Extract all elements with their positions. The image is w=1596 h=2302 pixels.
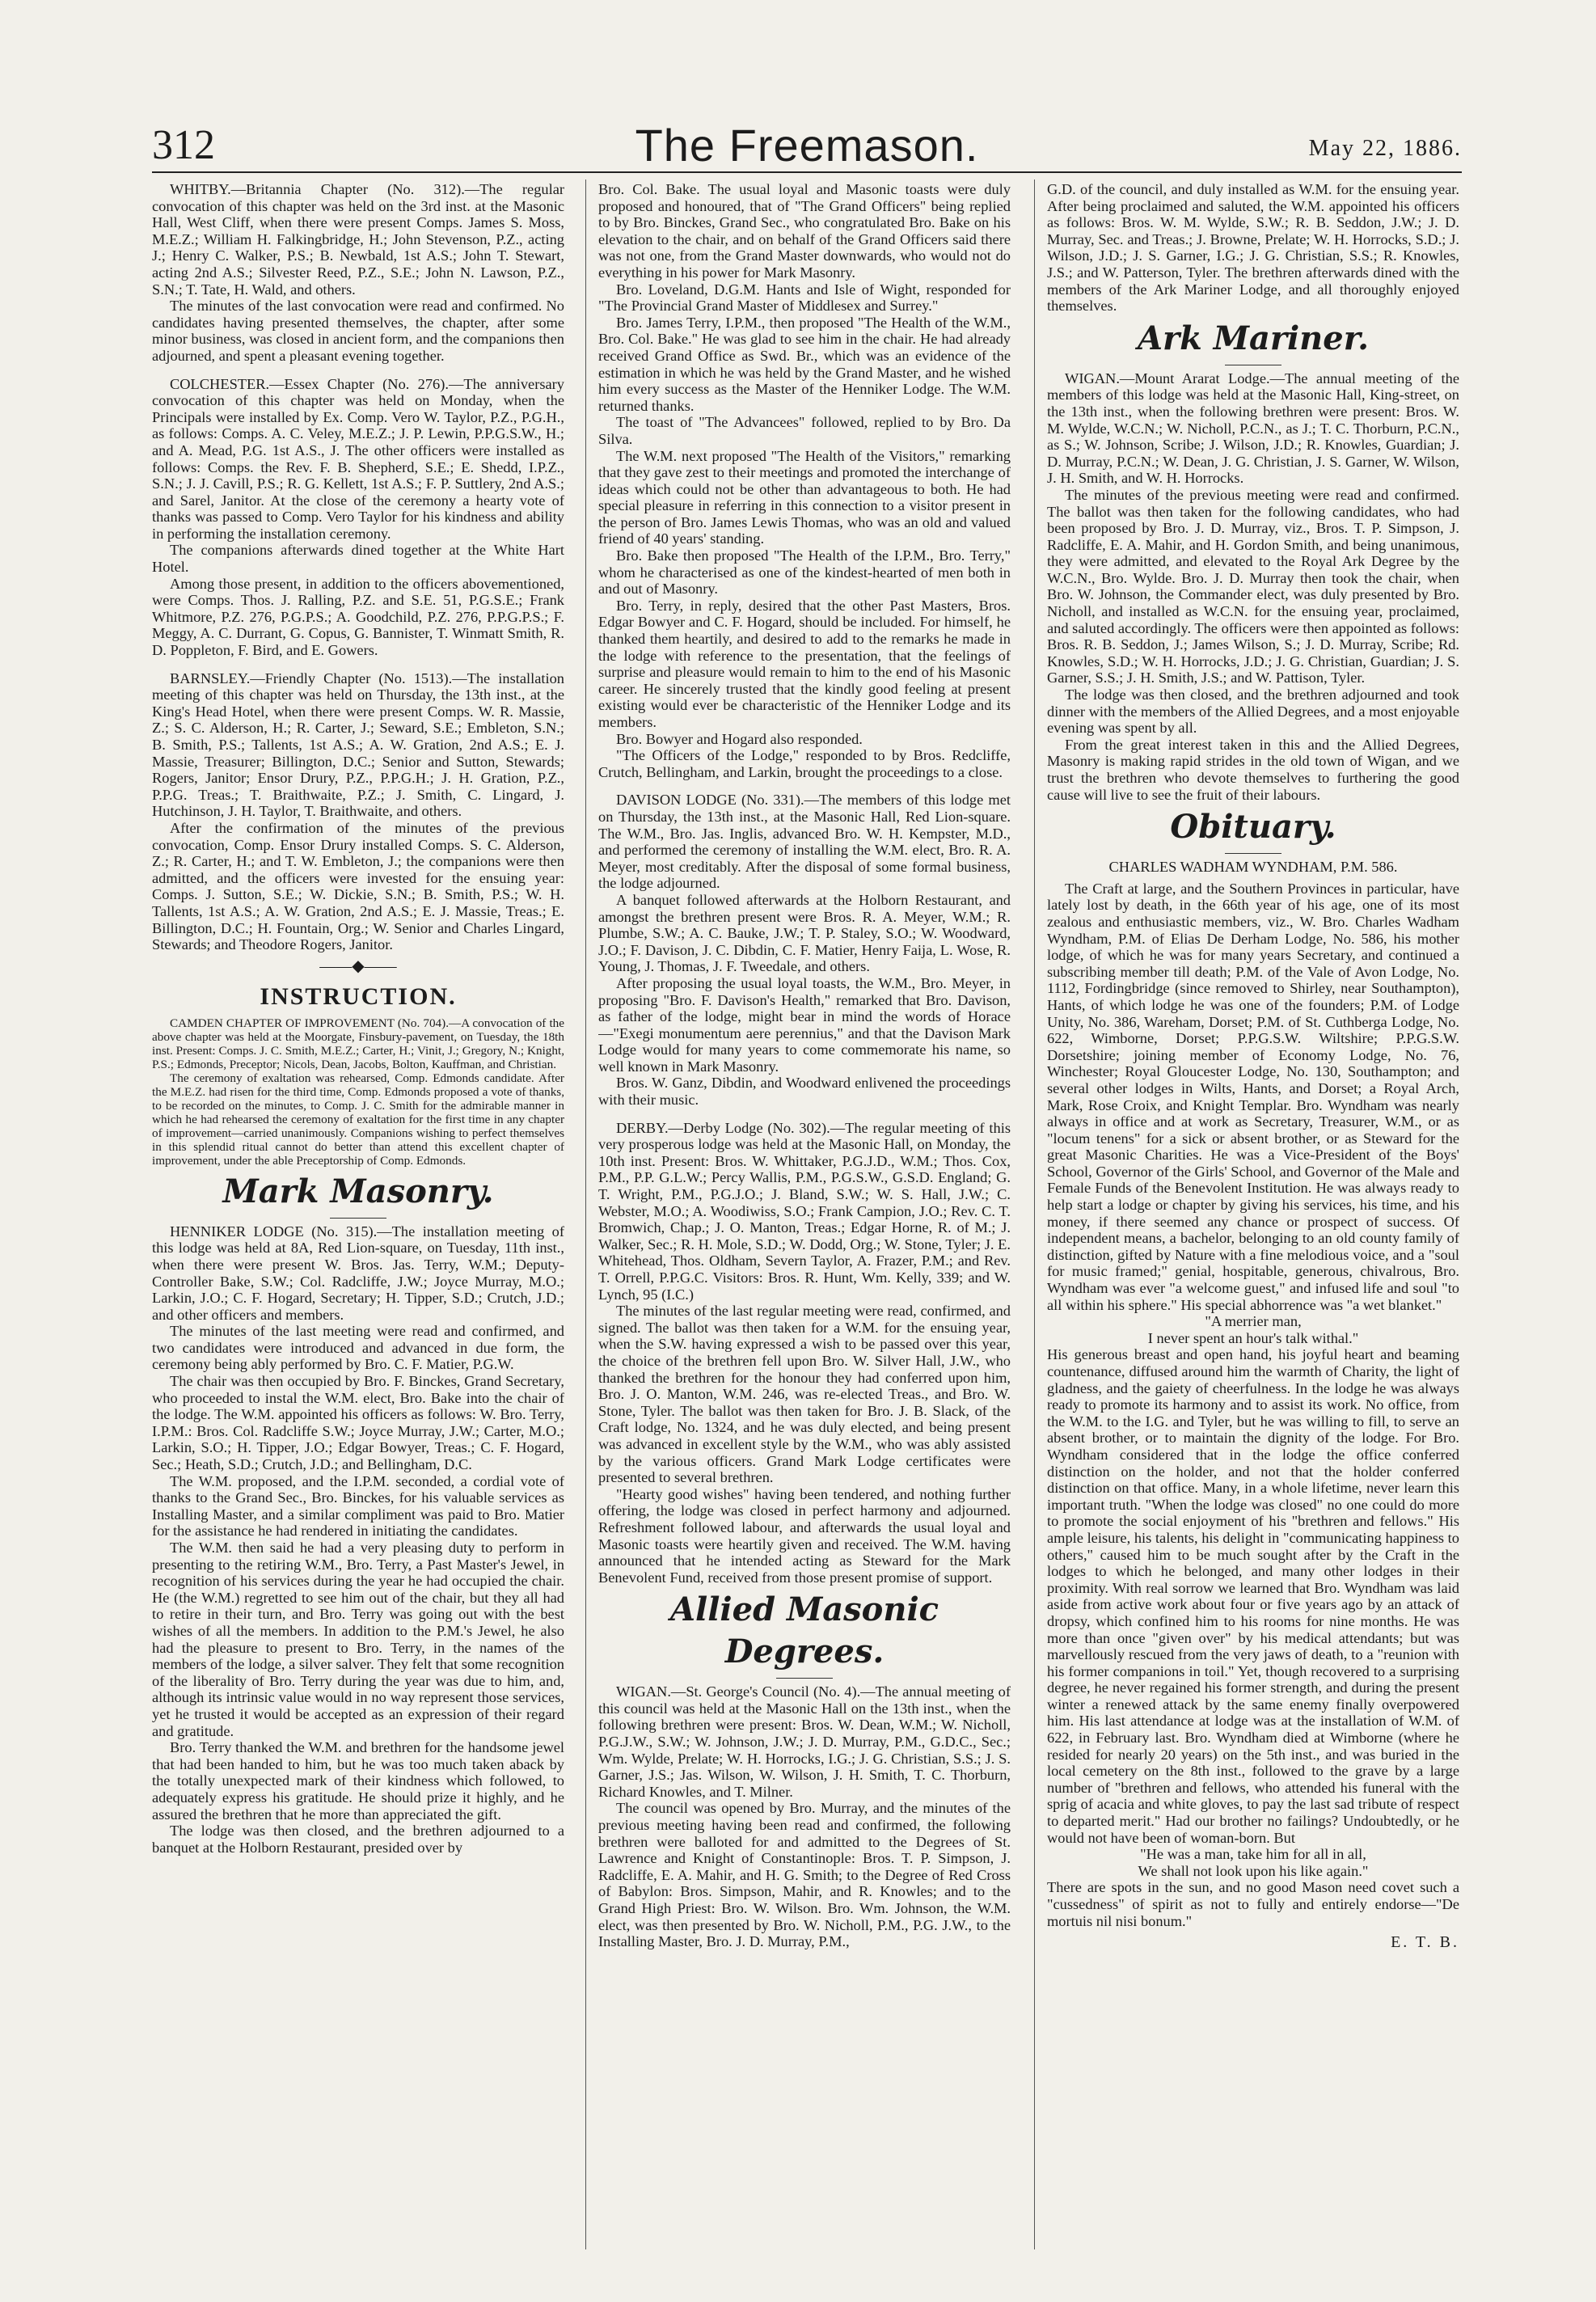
signature: E. T. B.: [1391, 1933, 1459, 1952]
paragraph: The chair was then occupied by Bro. F. Binckes, Grand Secretary, who proceeded to instal the W.M. elect, Bro. Bake into the chair of the lodge. The W.M. appointed his officers as follows: W. Bro. Terry, I.P.M.: Bros. Col. Radcliffe S.W.; Joyce Murray, J.W.; Carter, M.O.; Larkin, S.O.; H. Tipper, J.O.; Edgar Bowyer, Treas.; C. F. Hogard, Sec.; Heath, S.D.; Crutch, J.D.; and Bellingham, D.C.: [152, 1373, 564, 1473]
paragraph: The minutes of the last regular meeting were read, confirmed, and signed. The ballot was then taken for a W.M. for the ensuing year, when the S.W. having expressed a wish to be passed over this year, the choice of the brethren fell upon Bro. W. Silver Hall, J.W., who thanked the brethren for the honour they had conferred upon him, Bro. J. O. Manton, W.M. 246, was re-elected Treas., and Bro. W. Stone, Tyler. The ballot was then taken for Bro. J. B. Slack, of the Craft lodge, No. 1324, and he was duly elected, and being present was advanced in excellent style by the W.M., who was ably assisted by the various officers. Grand Mark Lodge certificates were presented to several brethren.: [598, 1303, 1011, 1486]
section-title-instruction: INSTRUCTION.: [260, 982, 457, 1010]
article-derby: [598, 1120, 1011, 1586]
paragraph: The lodge was then closed, and the brethren adjourned to a banquet at the Holborn Restaurant, presided over by: [152, 1823, 564, 1856]
verse-line: "A merrier man,: [1205, 1313, 1302, 1330]
paragraph: After the confirmation of the minutes of the previous convocation, Comp. Ensor Drury installed Comps. S. C. Alderson, Z.; R. Carter, H.; and T. W. Embleton, J.; the companions were then admitted, and the officers were invested for the ensuing year: Comps. J. Sutton, S.E.; W. Dickie, S.N.; B. Smith, P.S.; W. H. Tallents, 1st A.S.; A. W. Gration, 2nd A.S.; E. J. Massie, Treas.; E. Billington, D.C.; H. Fountain, Org.; W. Senior and Charles Lingard, Stewards; and Theodore Rogers, Janitor.: [152, 819, 564, 953]
verse-line: "He was a man, take him for all in all,: [1140, 1846, 1366, 1863]
paragraph: A banquet followed afterwards at the Holborn Restaurant, and amongst the brethren present were Bros. R. A. Meyer, W.M.; R. Plumbe, S.W.; A. C. Bauke, J.W.; T. P. Staley, S.O.; W. Woodward, J.O.; F. Davison, J. C. Dibdin, C. F. Matier, Henry Faija, L. Wose, R. Young, J. Thomas, J. F. Tweedale, and others.: [598, 891, 1011, 975]
article-henniker: [152, 1223, 564, 1856]
newspaper-title: The Freemason.: [635, 120, 979, 171]
article-wigan-council-continued: [1047, 181, 1459, 315]
article-colchester: [152, 376, 564, 659]
masthead-rule: [152, 171, 1462, 173]
paragraph: After proposing the usual loyal toasts, the W.M., Bro. Meyer, in proposing "Bro. F. Davison's Health," remarked that Bro. Davison, as father of the lodge, might bear in mind the words of Horace—"Exegi monumentum aere perennius," and that the Davison Mark Lodge would for many years to come commemorate his name, so well known in Mark Masonry.: [598, 974, 1011, 1075]
paragraph: Bro. Bake then proposed "The Health of the I.P.M., Bro. Terry," whom he characterised as one of the kindest-hearted of men both in and out of Masonry.: [598, 547, 1011, 598]
paragraph: DAVISON LODGE (No. 331).—The members of this lodge met on Thursday, the 13th inst., at the Masonic Hall, Red Lion-square. The W.M., Bro. Jas. Inglis, advanced Bro. W. H. Kempster, M.D., and performed the ceremony of installing the W.M. elect, Bro. R. A. Meyer, most creditably. After the disposal of some formal business, the lodge adjourned.: [598, 792, 1011, 892]
paragraph: There are spots in the sun, and no good Mason need covet such a "cussedness" of spirit as not to fully and entirely endorse—"De mortuis nil nisi bonum.": [1047, 1879, 1459, 1929]
article-camden: [152, 1016, 564, 1168]
paragraph: The minutes of the last convocation were read and confirmed. No candidates having presented themselves, the chapter, after some minor business, was closed in ancient form, and the companions then adjourned, and spent a pleasant evening together.: [152, 298, 564, 364]
paragraph: G.D. of the council, and duly installed as W.M. for the ensuing year. After being proclaimed and saluted, the W.M. appointed his officers as follows: Bros. W. M. Wylde, S.W.; R. B. Seddon, J.W.; J. D. Murray, Sec. and Treas.; J. Browne, Prelate; W. H. Horrocks, S.D.; J. Wilson, J.D.; J. S. Garner, I.G.; J. G. Christian, S.S.; R. Knowles, J.S.; and W. Patterson, Tyler. The brethren afterwards dined with the members of the Ark Mariner Lodge, and all thoroughly enjoyed themselves.: [1047, 181, 1459, 315]
verse-line: I never spent an hour's talk withal.": [1147, 1329, 1359, 1346]
paragraph: CAMDEN CHAPTER OF IMPROVEMENT (No. 704).—A convocation of the above chapter was held at the Moorgate, Finsbury-pavement, on Tuesday, the 18th inst. Present: Comps. J. C. Smith, M.E.Z.; Carter, H.; Vinit, J.; Gregory, N.; Knight, P.S.; Edmonds, Preceptor; Nicols, Dean, Jacobs, Bolton, Kauffman, and Christian.: [152, 1016, 564, 1071]
paragraph: Bro. James Terry, I.P.M., then proposed "The Health of the W.M., Bro. Col. Bake." He was glad to see him in the chair. He had already received Grand Office as Swd. Br., which was an evidence of the estimation in which he was held by the Grand Master, and he wished him every success as the Master of the Henniker Lodge. The W.M. returned thanks.: [598, 314, 1011, 414]
column-divider: [585, 180, 586, 2249]
paragraph: The companions afterwards dined together at the White Hart Hotel.: [152, 542, 564, 576]
paragraph: His generous breast and open hand, his joyful heart and beaming countenance, diffused around him the warmth of Charity, the light of gladness, and the gaiety of cheerfulness. In the lodge he was always ready to promote its harmony and to assist its work. No office, from the W.M. to the I.G. and Tyler, but he was willing to fill, to serve an absent brother, or to maintain the dignity of the lodge. For Bro. Wyndham considered that in the lodge the office conferred distinction on the holder, and not that the holder conferred distinction on that office. Many, in a whole lifetime, never learn this important truth. "When the lodge was closed" no one could do more to promote the social enjoyment of his "brethren and fellows." His ample leisure, his talents, his delight in "communicating happiness to others," caused him to be much sought after by the Craft in the lodges to which he belonged, and many other lodges in their proximity. With real sorrow we learned that Bro. Wyndham was laid aside from active work about four or five years ago by an attack of dropsy, which confined him to his rooms for nine months. He was more than once "given over" by his medical attendants; but was marvellously rescued from the very jaws of death, to a "reunion with his former companions in toil." Yet, though recovered to a surprising degree, he never regained his former strength, and during the present winter a renewed attack by the same enemy finally overpowered him. His last attendance at lodge was at the installation of W.M. of 622, in February last. Bro. Wyndham died at Wimborne (where he resided for nearly 20 years) on the 5th inst., and was buried in the local cemetery on the 8th inst., followed to the grave by a large number of "brethren and fellows, who attended his funeral with the sprig of acacia and white gloves, to pay the last sad tribute of respect to departed merit." Had our brother no failings? Undoubtedly, or he would not have been of woman-born. But: [1047, 1346, 1459, 1846]
paragraph: Bro. Terry, in reply, desired that the other Past Masters, Bros. Edgar Bowyer and C. F. Hogard, should be included. For himself, he thanked them heartily, and desired to add to the remarks he made in the lodge with reference to the presentation, that the feelings of surprise and pleasure would remain to him to the end of his Masonic career. He sincerely trusted that the kindly good feeling at present existing would ever be characteristic of the Henniker Lodge and its members.: [598, 597, 1011, 730]
paragraph: "The Officers of the Lodge," responded to by Bros. Redcliffe, Crutch, Bellingham, and Larkin, brought the proceedings to a close.: [598, 747, 1011, 780]
paragraph: "Hearty good wishes" having been tendered, and nothing further offering, the lodge was closed in perfect harmony and adjourned. Refreshment followed labour, and afterwards the usual loyal and Masonic toasts were heartily given and received. The W.M. having announced that he intended acting as Steward for the Mark Benevolent Fund, received from those present promise of support.: [598, 1485, 1011, 1586]
paragraph: DERBY.—Derby Lodge (No. 302).—The regular meeting of this very prosperous lodge was held at the Masonic Hall, on Monday, the 10th inst. Present: Bros. W. Whittaker, P.G.J.D., W.M.; Thos. Cox, P.M., P.P. G.L.W.; Percy Wallis, P.M., P.G.S.W., G.S.D. England; G. T. Wright, P.M., P.G.J.O.; J. Bland, S.W.; W. S. Hall, J.W.; C. Webster, M.O.; A. Woodiwiss, S.O.; Frank Campion, J.O.; Rev. C. T. Bromwich, Chap.; J. O. Manton, Treas.; Edgar Horne, R. of M.; J. Walker, Sec.; R. H. Mole, S.D.; W. Dodd, Org.; W. Stone, Tyler; J. E. Whitehead, Thos. Oldham, Severn Taylor, A. Frazer, P.M.; and Rev. T. Orrell, P.P.G.C. Visitors: Bros. R. Hunt, Wm. Kelly, 339; and W. Lynch, 95 (I.C.): [598, 1119, 1011, 1303]
paragraph: The Craft at large, and the Southern Provinces in particular, have lately lost by death, in the 66th year of his age, one of its most zealous and enthusiastic members, viz., W. Bro. Charles Wadham Wyndham, P.M. of Elias De Derham Lodge, No. 586, his mother lodge, of which he was for many years Secretary, and continued a subscribing member till death; P.M. of the Vale of Avon Lodge, No. 1112, Fordingbridge (since removed to Shirley, near Southampton), Hants, of which lodge he was one of the founders; P.M. of Lodge Unity, No. 386, Wareham, Dorset; P.M. of St. Cuthberga Lodge, No. 622, Wimborne, Dorset; P.P.G.S.W. Wiltshire; P.P.G.S.W. Dorsetshire; joining member of Economy Lodge, No. 76, Winchester; Royal Gloucester Lodge, No. 130, Southampton; and several other lodges in Wilts, Hants, and Dorset; a Royal Arch, Mark, Rose Croix, and Knight Templar. Bro. Wyndham was nearly always in office and at work as Secretary, Treasurer, W.M., or as "locum tenens" for a sick or absent brother, or as Steward for the great Masonic Charities. He was a Vice-President of the Boys' School, Governor of the Girls' School, and Governor of the Male and Female Funds of the Benevolent Institution. He was always ready to help start a lodge or chapter by giving his services, his time, and his money, if there seemed any chance or prospect of success. Of independent means, a bachelor, belonging to an old county family of distinction, gifted by Nature with a fine melodious voice, and a "soul for music framed;" genial, hospitable, generous, chivalrous, Bro. Wyndham was ever "a welcome guest," and infused life and soul "to all within his sphere." His special abhorrence was "a wet blanket.": [1047, 880, 1459, 1313]
column-3: [1047, 181, 1459, 2267]
paragraph: The minutes of the previous meeting were read and confirmed. The ballot was then taken for the following candidates, who had been proposed by Bro. J. D. Murray, viz., Bros. T. P. Simpson, J. Radcliffe, E. A. Mahir, and H. Gordon Smith, and being unanimous, they were admitted, and elevated to the Royal Ark Degree by the W.C.N., Bro. Wylde. Bro. J. D. Murray then took the chair, when Bro. W. Johnson, the Commander elect, was duly presented by Bro. Nicholl, and installed as W.C.N. for the ensuing year, proclaimed, and saluted accordingly. The officers were then appointed as follows: Bros. R. B. Seddon, J.; James Wilson, S.; J. D. Murray, Scribe; Rd. Knowles, S.D.; W. H. Horrocks, J.D.; J. G. Christian, Guardian; J. S. Garner, S.S.; J. H. Smith, J.S.; and W. Pattison, Tyler.: [1047, 486, 1459, 686]
article-obituary: [1047, 881, 1459, 1951]
paragraph: COLCHESTER.—Essex Chapter (No. 276).—The anniversary convocation of this chapter was held on Monday, when the Principals were installed by Ex. Comp. Vero W. Taylor, P.Z., P.G.H., as follows: Comps. A. C. Veley, M.E.Z.; J. P. Lewin, P.P.G.S.W., H.; and A. Mead, P.G. 1st A.S., J. The other officers were installed as follows: Comps. the Rev. F. B. Shepherd, S.E.; E. Shedd, I.P.Z., S.N.; J. J. Cavill, P.S.; R. G. Kellett, 1st A.S.; F. P. Suttlery, 2nd A.S.; and Sarel, Janitor. At the close of the ceremony a hearty vote of thanks was passed to Comp. Vero Taylor for his kindness and ability in performing the installation ceremony.: [152, 375, 564, 542]
paragraph: WHITBY.—Britannia Chapter (No. 312).—The regular convocation of this chapter was held on the 3rd inst. at the Masonic Hall, West Cliff, when there were present Comps. James S. Moss, M.E.Z.; William H. Falkingbridge, H.; John Stevenson, P.Z., acting J.; Henry C. Walker, P.S.; B. Newbald, 1st A.S.; John T. Stewart, acting 2nd A.S.; Silvester Reed, P.Z., S.E.; John N. Lawson, P.Z., S.N.; T. Tate, H. Wald, and others.: [152, 181, 564, 298]
paragraph: Among those present, in addition to the officers abovementioned, were Comps. Thos. J. Ralling, P.Z. and S.E. 51, P.G.S.E.; Frank Whitmore, P.Z. 276, P.G.P.S.; A. Goodchild, P.Z. 276, P.P.G.P.S.; F. Meggy, A. C. Durrant, G. Copus, G. Bannister, T. Winmatt Smith, R. D. Poppleton, F. Bird, and E. Gowers.: [152, 575, 564, 659]
obituary-name: CHARLES WADHAM WYNDHAM, P.M. 586.: [1108, 859, 1398, 876]
paragraph: The minutes of the last meeting were read and confirmed, and two candidates were introduced and advanced in due form, the ceremony being ably performed by Bro. C. F. Matier, P.G.W.: [152, 1323, 564, 1373]
paragraph: HENNIKER LODGE (No. 315).—The installation meeting of this lodge was held at 8A, Red Lion-square, on Tuesday, 11th inst., when there were present W. Bros. Jas. Terry, W.M.; Deputy-Controller Bake, S.W.; Col. Radcliffe, J.W.; Joyce Murray, M.O.; Larkin, J.O.; C. F. Hogard, Secretary; H. Tipper, S.D.; Crutch, J.D.; and other officers and members.: [152, 1223, 564, 1323]
paragraph: From the great interest taken in this and the Allied Degrees, Masonry is making rapid strides in the old town of Wigan, and we trust the brethren who devote themselves to furthering the good cause will live to see the fruit of their labours.: [1047, 736, 1459, 803]
column-2: [598, 181, 1011, 2267]
paragraph: The W.M. next proposed "The Health of the Visitors," remarking that they gave zest to their meetings and promoted the interchange of ideas which could not be other than advantageous to both. He had special pleasure in referring in this connection to a visitor present in the person of Bro. James Lewis Thomas, who was an old and valued friend of 40 years' standing.: [598, 447, 1011, 547]
paragraph: Bro. Bowyer and Hogard also responded.: [616, 730, 863, 747]
article-whitby: [152, 181, 564, 365]
short-rule: [776, 1678, 833, 1679]
paragraph: Bro. Col. Bake. The usual loyal and Masonic toasts were duly proposed and honoured, that of "The Grand Officers" being replied to by Bro. Binckes, Grand Sec., who congratulated Bro. Bake on his elevation to the chair, and on behalf of the Grand Officers said there was not one, from the Grand Master downwards, who would not do everything in his power for Mark Masonry.: [598, 181, 1011, 281]
paragraph: The W.M. proposed, and the I.P.M. seconded, a cordial vote of thanks to the Grand Sec., Bro. Binckes, for his valuable services as Installing Master, and a similar compliment was paid to Bro. Matier for the assistance he had rendered in initiating the candidates.: [152, 1472, 564, 1540]
short-rule: [1225, 853, 1281, 854]
paragraph: The council was opened by Bro. Murray, and the minutes of the previous meeting having been read and confirmed, the following brethren were balloted for and admitted to the Degrees of St. Lawrence and Knight of Constantinople: Bros. T. P. Simpson, J. Radcliffe, E. A. Mahir, and H. G. Smith; to the Degree of Red Cross of Babylon: Bros. Simpson, Mahir, and R. Knowles; and to the Grand High Priest: Bro. W. Wilson. Bro. Wm. Johnson, the W.M. elect, was then presented by Bro. W. Nicholl, P.M., P.G. J.W., to the Installing Master, Bro. J. D. Murray, P.M.,: [598, 1800, 1011, 1950]
column-1: [152, 181, 564, 2267]
article-davison: [598, 792, 1011, 1108]
section-title-obituary: Obituary.: [1170, 808, 1336, 847]
section-title-ark-mariner: Ark Mariner.: [1137, 319, 1370, 357]
section-title-allied-degrees: Allied Masonic Degrees.: [670, 1590, 939, 1671]
article-henniker-continued: [598, 181, 1011, 780]
column-divider: [1034, 180, 1035, 2249]
article-wigan-council: [598, 1683, 1011, 1950]
issue-date: May 22, 1886.: [1308, 136, 1462, 161]
paragraph: Bros. W. Ganz, Dibdin, and Woodward enlivened the proceedings with their music.: [598, 1075, 1011, 1109]
paragraph: The toast of "The Advancees" followed, replied to by Bro. Da Silva.: [598, 414, 1011, 447]
paragraph: WIGAN.—Mount Ararat Lodge.—The annual meeting of the members of this lodge was held at the Masonic Hall, King-street, on the 13th inst., when the following brethren were present: Bros. W. M. Wylde, W.C.N.; W. Nicholl, P.C.N., as J.; T. C. Thorburn, P.C.N., as S.; W. Johnson, Scribe; J. Wilson, J.D.; R. Knowles, Guardian; J. D. Murray, P.C.N.; W. Dean, J. G. Christian, J. S. Garner, W. Wilson, J. H. Smith, and W. H. Horrocks.: [1047, 370, 1459, 487]
verse-line: We shall not look upon his like again.": [1138, 1862, 1369, 1879]
article-wigan-ararat: [1047, 370, 1459, 803]
paragraph: WIGAN.—St. George's Council (No. 4).—The annual meeting of this council was held at the Masonic Hall on the 13th inst., when the following brethren were present: Bros. W. Dean, W.M.; W. Nicholl, P.G.J.W., S.W.; W. Johnson, J.W.; J. D. Murray, P.M., G.D.C., Sec.; Wm. Wylde, Prelate; W. H. Horrocks, I.G.; J. G. Christian, S.S.; J. S. Garner, J.S.; Jas. Wilson, W. Wilson, J. H. Smith, T. C. Thorburn, Richard Knowles, and T. Milner.: [598, 1683, 1011, 1800]
paragraph: The lodge was then closed, and the brethren adjourned and took dinner with the members of the Allied Degrees, and a most enjoyable evening was spent by all.: [1047, 686, 1459, 737]
ornament-divider: ——◆——: [319, 957, 397, 975]
paragraph: Bro. Terry thanked the W.M. and brethren for the handsome jewel that had been handed to him, but he was too much taken aback by the totally unexpected mark of their kindness which followed, to adequately express his gratitude. He should prize it highly, and he assured the brethren that he more than appreciated the gift.: [152, 1739, 564, 1823]
article-barnsley: [152, 670, 564, 953]
paragraph: The W.M. then said he had a very pleasing duty to perform in presenting to the retiring W.M., Bro. Terry, a Past Master's Jewel, in recognition of his services during the year he had occupied the chair. He (the W.M.) regretted to see him out of the chair, but they all had to retire in their turn, and Bro. Terry was going out with the best wishes of all the members. In addition to the P.M.'s Jewel, he also had the pleasure to present to Bro. Terry, in the names of the members of the lodge, a silver salver. They felt that some recognition of the liberality of Bro. Terry during the year was due to him, and, although its intrinsic value would in no way represent those services, yet he trusted it would be accepted as an expression of their regard and gratitude.: [152, 1540, 564, 1739]
section-title-mark-masonry: Mark Masonry.: [222, 1172, 494, 1210]
paragraph: BARNSLEY.—Friendly Chapter (No. 1513).—The installation meeting of this chapter was held on Thursday, the 13th inst., at the King's Head Hotel, when there were present Comps. W. R. Massie, Z.; S. C. Alderson, H.; R. Carter, J.; Seward, S.E.; Embleton, S.N.; B. Smith, P.S.; Tallents, 1st A.S.; A. W. Gration, 2nd A.S.; E. J. Massie, Treasurer; Billington, D.C.; Senior and Sutton, Stewards; Rogers, Janitor; Ensor Drury, P.Z., P.P.G.H.; J. H. Gration, P.Z., P.P.G. Treas.; T. Braithwaite, P.Z.; J. Smith, C. Lingard, J. Hutchinson, J. H. Taylor, T. Braithwaite, and others.: [152, 669, 564, 820]
paragraph: The ceremony of exaltation was rehearsed, Comp. Edmonds candidate. After the M.E.Z. had risen for the third time, Comp. Edmonds proposed a vote of thanks, to be recorded on the minutes, to Comp. J. C. Smith for the admirable manner in which he had rehearsed the ceremony of exaltation for the first time in any chapter of improvement—carried unanimously. Companions wishing to perfect themselves in this splendid ritual cannot do better than attend this excellent chapter of improvement, under the able Preceptorship of Comp. Edmonds.: [152, 1071, 564, 1168]
short-rule: [330, 1218, 386, 1219]
page-number: 312: [152, 122, 215, 168]
paragraph: Bro. Loveland, D.G.M. Hants and Isle of Wight, responded for "The Provincial Grand Master of Middlesex and Surrey.": [598, 281, 1011, 315]
masthead: [152, 121, 1462, 170]
